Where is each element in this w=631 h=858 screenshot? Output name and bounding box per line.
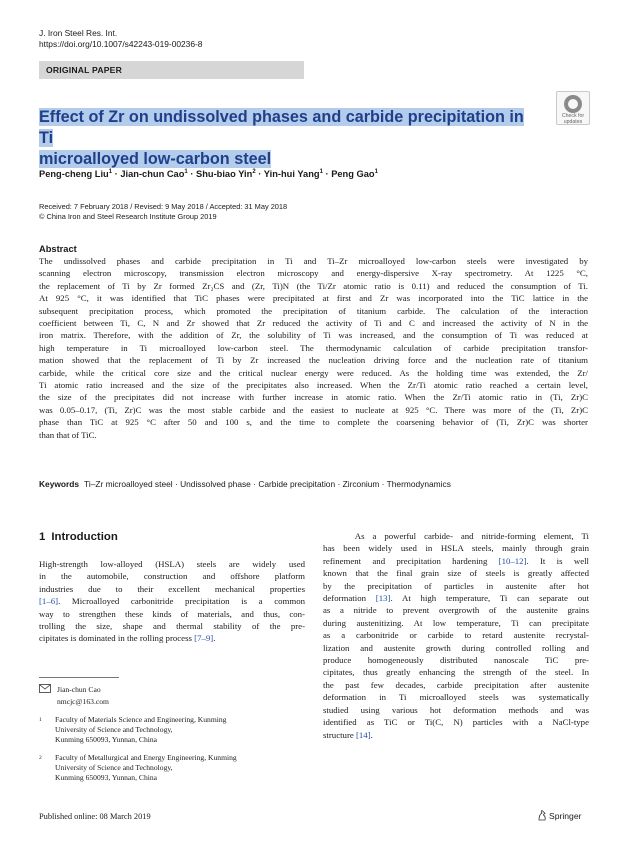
section-title: Introduction	[51, 531, 118, 543]
text-segment: has been widely used in HSLA steels, mainly through grain	[323, 543, 589, 554]
title-line-1: Effect of Zr on undissolved phases and carbide precipitation in Ti	[39, 108, 524, 147]
abstract-line: At 925 °C, it was identified that TiC phases were precipitated at first and Zr was incorporated into the TiC lattice in the	[39, 293, 588, 304]
author-affiliation-mark: 1	[319, 169, 323, 175]
text-line	[323, 654, 589, 666]
keyword-separator: ·	[335, 479, 343, 489]
abstract-heading: Abstract	[39, 244, 77, 254]
text-segment: in the automobile, construction and offshore platform	[39, 571, 305, 582]
text-segment: identified as TiC or Ti(C, N) particles with a NaCl-type	[323, 717, 589, 728]
text-segment: .	[213, 633, 216, 644]
text-line	[323, 716, 589, 728]
text-line	[39, 570, 305, 582]
text-line	[323, 729, 589, 741]
text-segment: way to strengthen these kinds of materials, and thus, con-	[39, 608, 305, 619]
affiliation-line: University of Science and Technology,	[55, 725, 173, 735]
text-segment: by the precipitation of particles in austenite after hot	[323, 580, 589, 591]
text-line	[323, 679, 589, 691]
text-segment: deformation	[323, 593, 376, 604]
text-segment: .	[370, 729, 373, 740]
author-separator: ·	[112, 169, 121, 180]
author-separator: ·	[187, 169, 197, 180]
keyword-separator: ·	[172, 479, 181, 489]
text-segment: known that the final grain size of steels is greatly affected	[323, 568, 589, 579]
text-segment: deformation in Ti microalloyed steels was systematically	[323, 692, 589, 703]
title-line-2: microalloyed low-carbon steel	[39, 150, 272, 168]
corresponding-name: Jian-chun Cao	[57, 685, 101, 694]
keyword-separator: ·	[379, 479, 387, 489]
text-line	[39, 632, 305, 644]
text-line	[39, 595, 305, 607]
text-segment: the past few decades, carbide precipitation after austenite	[323, 679, 589, 690]
text-line	[323, 592, 589, 604]
citation-link[interactable]: [7–9]	[194, 633, 214, 644]
text-segment: produce homogeneously distributed nanoscale TiC pre-	[323, 655, 589, 666]
intro-column-right	[323, 530, 589, 741]
text-line	[323, 629, 589, 641]
keyword-separator: ·	[250, 479, 259, 489]
affiliation-line: Kunming 650093, Yunnan, China	[55, 773, 158, 783]
abstract-line: was 0.05–0.17, (Ti, Zr)C was the most stable carbide and the easiest to nucleate at 925 °C. There was more of the (Ti, Zr)C	[39, 404, 588, 415]
citation-link[interactable]: [10–12]	[498, 555, 527, 566]
intro-column-left	[39, 558, 305, 645]
text-line	[323, 604, 589, 616]
text-line	[323, 542, 589, 554]
envelope-icon	[39, 684, 53, 696]
citation-link[interactable]: [13]	[375, 593, 391, 604]
publisher-name: Springer	[549, 811, 582, 821]
springer-horse-icon	[537, 810, 547, 824]
keyword[interactable]: Undissolved phase	[180, 479, 251, 489]
citation-link[interactable]: [1–6]	[39, 596, 59, 607]
check-for-updates-button[interactable]	[556, 91, 590, 125]
author-affiliation-mark: 1	[374, 169, 378, 175]
text-segment: cipitates, thus greatly enhancing the strength of the steel. In	[323, 667, 589, 678]
check-updates-line-2: updates	[563, 118, 583, 125]
text-segment: . At high temperature, Ti can separate out	[390, 593, 589, 604]
copyright-notice: © China Iron and Steel Research Institute Group 2019	[39, 212, 217, 221]
affiliation-2	[39, 753, 305, 784]
affiliation-line: Kunming 650093, Yunnan, China	[55, 735, 158, 745]
text-line	[323, 580, 589, 592]
keyword-list	[84, 479, 451, 489]
article-dates: Received: 7 February 2018 / Revised: 9 May 2018 / Accepted: 31 May 2018	[39, 202, 288, 211]
text-line	[39, 608, 305, 620]
abstract-line: high temperature in Ti microalloyed low-carbon steel. The thermodynamic calculation of carbide precipitation transfor-	[39, 342, 588, 353]
text-line	[323, 567, 589, 579]
article-title	[39, 107, 539, 170]
text-segment: trolling the size, shape and thermal stability of the pre-	[39, 621, 305, 632]
keyword[interactable]: Thermodynamics	[386, 479, 451, 489]
affiliation-1	[39, 715, 305, 746]
abstract-line: mation showed that the replacement of Ti by Zr increased the nucleation driving force and the nucleation rate of titanium	[39, 355, 588, 366]
author-name[interactable]: Yin-hui Yang	[263, 169, 320, 180]
keywords	[39, 479, 594, 490]
text-line	[39, 583, 305, 595]
abstract-line: The undissolved phases and carbide precipitation in Ti and Ti–Zr microalloyed low-carbon steels were investigated by	[39, 256, 588, 266]
corresponding-email[interactable]: nmcjc@163.com	[57, 697, 109, 706]
keywords-label: Keywords	[39, 479, 80, 489]
text-segment: as a carbonitride or carbide to retard austenite recrystal-	[323, 630, 589, 641]
abstract-line: subsequent precipitation process, which promoted the precipitation of titanium carbide. The calculation of the interaction	[39, 305, 588, 316]
affiliation-line: Faculty of Materials Science and Engineering, Kunming	[55, 715, 227, 724]
affiliation-line: Faculty of Metallurgical and Energy Engineering, Kunming	[55, 753, 237, 762]
text-line	[323, 617, 589, 629]
abstract-line: coefficient between Ti, C, N and Zr showed that Zr reduced the activity of Ti and C and increased the activity of N in the	[39, 318, 588, 329]
citation-link[interactable]: [14]	[355, 729, 371, 740]
text-segment: industries due to their excellent mechanical properties	[39, 583, 305, 594]
text-line	[323, 691, 589, 703]
section-heading-introduction	[39, 530, 118, 544]
text-segment: lization and austenite growth during controlled rolling and	[323, 642, 589, 653]
text-segment: . It is well	[526, 555, 589, 566]
section-number: 1	[39, 531, 46, 543]
keyword[interactable]: Zirconium	[342, 479, 380, 489]
abstract-line: scanning electron microscopy, transmission electron microscopy and energy-dispersive X-ray spectrometry. At 1225 °C,	[39, 268, 588, 279]
keyword[interactable]: Carbide precipitation	[258, 479, 336, 489]
author-list	[39, 166, 378, 180]
abstract-line: Ti atomic ratio increased and the size of the precipitates also increased. When the Zr/Ti atomic ratio reached a certain level,	[39, 380, 588, 391]
text-segment: As a powerful carbide- and nitride-forming element, Ti	[323, 531, 589, 541]
author-affiliation-mark: 1	[108, 169, 113, 175]
doi-link[interactable]: https://doi.org/10.1007/s42243-019-00236-8	[39, 39, 203, 49]
check-updates-line-1: Check for	[561, 113, 585, 119]
article-type-badge: ORIGINAL PAPER	[39, 61, 304, 79]
published-online-date: Published online: 08 March 2019	[39, 812, 151, 821]
text-line	[39, 620, 305, 632]
text-segment: High-strength low-alloyed (HSLA) steels are widely used	[39, 559, 305, 569]
footnote-divider	[39, 677, 119, 678]
text-segment: cipitates is dominated in the rolling process	[39, 633, 195, 644]
author-name[interactable]: Jian-chun Cao	[120, 169, 185, 180]
text-line	[323, 555, 589, 567]
abstract-body	[39, 255, 588, 441]
affiliation-number: 1	[39, 717, 42, 723]
author-affiliation-mark: 2	[252, 169, 256, 175]
text-segment: as a nitride to prevent overgrowth of the austenite grains	[323, 605, 589, 616]
text-segment: . Microalloyed carbonitride precipitation is a common	[58, 596, 305, 607]
text-segment: refinement and precipitation hardening	[323, 555, 499, 566]
text-line	[323, 530, 589, 542]
text-line	[323, 704, 589, 716]
author-separator: ·	[255, 169, 264, 180]
author-affiliation-mark: 1	[184, 169, 188, 175]
affiliation-line: University of Science and Technology,	[55, 763, 173, 773]
affiliation-number: 2	[39, 755, 42, 761]
text-segment: studied using various hot deformation methods and was	[323, 704, 589, 715]
text-line	[39, 558, 305, 570]
publisher-logo	[537, 810, 581, 824]
abstract-line: the replacement of Ti by Zr formed Zr₂CS and (Zr, Ti)N (the Ti/Zr atomic ratio is 0.11) and reduced the consumption of Ti.	[39, 280, 588, 291]
abstract-line: than that of TiC.	[39, 429, 97, 440]
abstract-line: phase than TiC at 925 °C after 50 and 100 s, and the time to complete the coarsening behavior of (Ti, Zr)C was shorter	[39, 417, 588, 428]
check-updates-icon	[564, 95, 582, 113]
author-name[interactable]: Peng-cheng Liu	[39, 169, 109, 180]
text-segment: during austenitizing. At low temperature, Ti can precipitate	[323, 617, 589, 628]
abstract-line: the size of the precipitates did not increase with further increase in atomic ratio. When the Zr/Ti atomic ratio in (Ti, Zr)C	[39, 392, 588, 403]
keyword[interactable]: Ti–Zr microalloyed steel	[84, 479, 173, 489]
abstract-line: iron matrix. Therefore, with the addition of Zr, the solubility of Ti was increased, and the consumption of Ti was reduced at	[39, 330, 588, 341]
corresponding-author	[39, 684, 305, 707]
author-name[interactable]: Shu-biao Yin	[196, 169, 253, 180]
author-name[interactable]: Peng Gao	[331, 169, 375, 180]
text-line	[323, 642, 589, 654]
text-line	[323, 666, 589, 678]
abstract-line: carbide, while the critical core size and the critical nuclear energy were reduced. As the holding time was extended, the Zr/	[39, 367, 588, 378]
author-separator: ·	[322, 169, 332, 180]
text-segment: structure	[323, 729, 356, 740]
journal-name: J. Iron Steel Res. Int.	[39, 28, 118, 38]
